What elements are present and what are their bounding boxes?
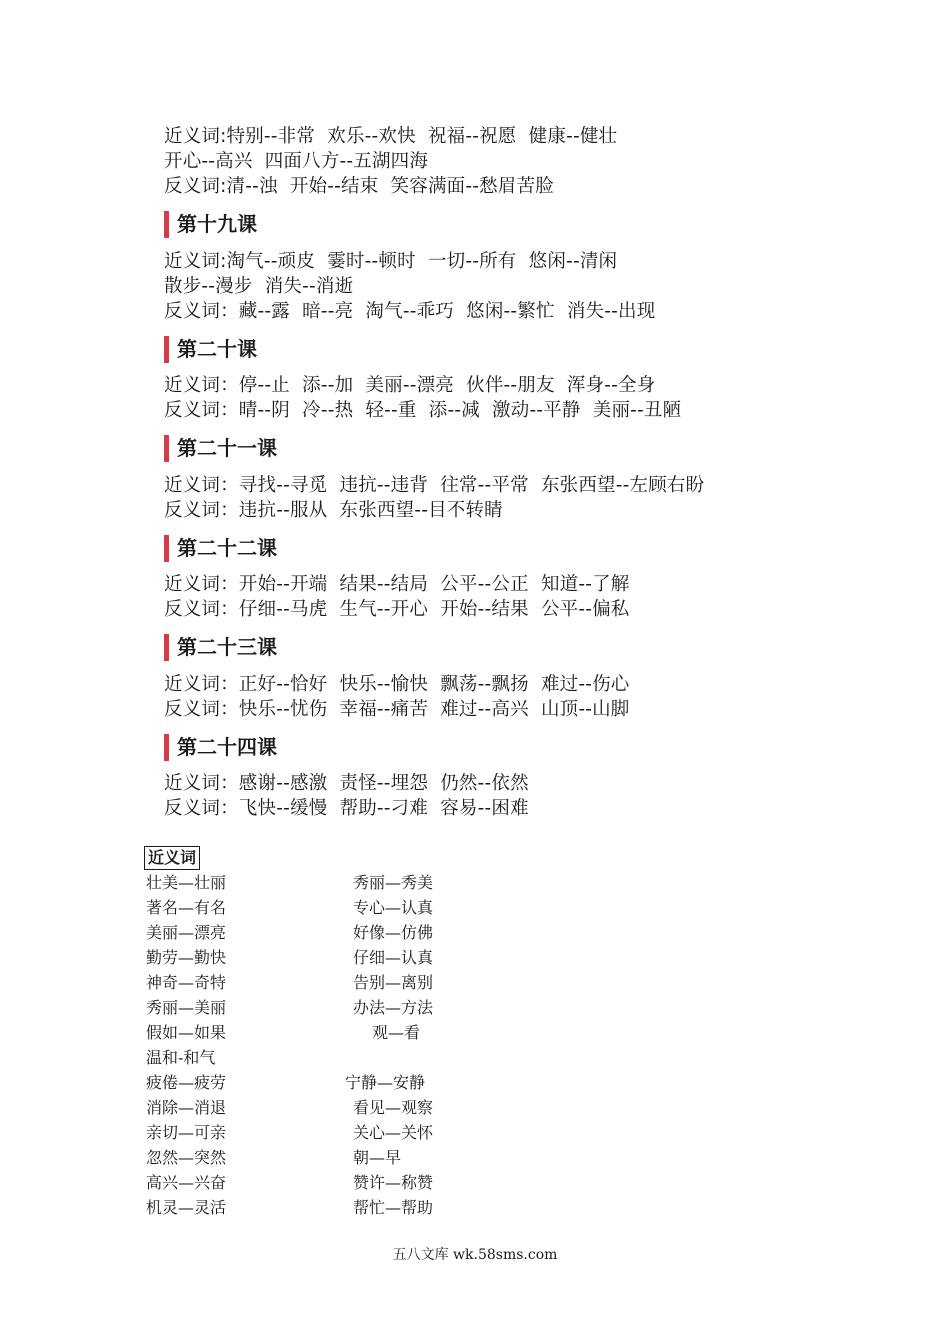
synonym-pair: 美丽—漂亮 bbox=[146, 923, 227, 942]
text-line: 散步--漫步 消失--消逝 bbox=[164, 276, 354, 297]
lesson-title: 第十九课 bbox=[177, 212, 257, 236]
lesson-title: 第二十四课 bbox=[177, 735, 277, 759]
synonym-pair: 关心—关怀 bbox=[353, 1123, 434, 1142]
synonym-pair: 秀丽—美丽 bbox=[146, 998, 227, 1017]
synonym-pair: 告别—离别 bbox=[353, 973, 434, 992]
text-line: 反义词：飞快--缓慢 帮助--刁难 容易--困难 bbox=[164, 798, 529, 819]
lesson-heading bbox=[164, 434, 277, 462]
heading-accent-bar bbox=[164, 535, 169, 562]
synonym-pair: 秀丽—秀美 bbox=[353, 873, 434, 892]
synonym-pair: 高兴—兴奋 bbox=[146, 1173, 227, 1192]
text-line: 反义词：违抗--服从 东张西望--目不转睛 bbox=[164, 500, 503, 521]
synonyms-box-title: 近义词 bbox=[144, 846, 200, 870]
heading-accent-bar bbox=[164, 211, 169, 238]
lesson-heading bbox=[164, 335, 257, 363]
synonym-pair: 神奇—奇特 bbox=[146, 973, 227, 992]
synonym-pair: 好像—仿佛 bbox=[353, 923, 434, 942]
lesson-heading bbox=[164, 733, 277, 761]
synonym-pair: 著名—有名 bbox=[146, 898, 227, 917]
text-line: 反义词：快乐--忧伤 幸福--痛苦 难过--高兴 山顶--山脚 bbox=[164, 699, 630, 720]
synonym-pair: 观—看 bbox=[372, 1023, 421, 1042]
synonym-pair: 专心—认真 bbox=[353, 898, 434, 917]
synonym-pair: 消除—消退 bbox=[146, 1098, 227, 1117]
text-line: 反义词：晴--阴 冷--热 轻--重 添--减 激动--平静 美丽--丑陋 bbox=[164, 400, 682, 421]
text-line: 近义词：正好--恰好 快乐--愉快 飘荡--飘扬 难过--伤心 bbox=[164, 674, 630, 695]
synonym-pair: 亲切—可亲 bbox=[146, 1123, 227, 1142]
text-line: 近义词：开始--开端 结果--结局 公平--公正 知道--了解 bbox=[164, 574, 630, 595]
text-line: 开心--高兴 四面八方--五湖四海 bbox=[164, 151, 429, 172]
text-line: 近义词:特别--非常 欢乐--欢快 祝福--祝愿 健康--健壮 bbox=[164, 126, 618, 147]
text-line: 反义词：仔细--马虎 生气--开心 开始--结果 公平--偏私 bbox=[164, 599, 630, 620]
lesson-title: 第二十二课 bbox=[177, 536, 277, 560]
synonym-pair: 朝—早 bbox=[353, 1148, 402, 1167]
text-line: 近义词：寻找--寻觅 违抗--违背 往常--平常 东张西望--左顾右盼 bbox=[164, 475, 705, 496]
heading-accent-bar bbox=[164, 336, 169, 363]
lesson-heading bbox=[164, 210, 257, 238]
synonym-pair: 看见—观察 bbox=[353, 1098, 434, 1117]
lesson-title: 第二十三课 bbox=[177, 635, 277, 659]
synonym-pair: 赞许—称赞 bbox=[353, 1173, 434, 1192]
lesson-heading bbox=[164, 534, 277, 562]
synonym-pair: 壮美—壮丽 bbox=[146, 873, 227, 892]
synonym-pair: 帮忙—帮助 bbox=[353, 1198, 434, 1217]
lesson-title: 第二十一课 bbox=[177, 436, 277, 460]
heading-accent-bar bbox=[164, 734, 169, 761]
heading-accent-bar bbox=[164, 435, 169, 462]
lesson-title: 第二十课 bbox=[177, 337, 257, 361]
synonym-pair: 疲倦—疲劳 bbox=[146, 1073, 227, 1092]
text-line: 近义词：感谢--感激 责怪--埋怨 仍然--依然 bbox=[164, 773, 529, 794]
synonym-pair: 温和-和气 bbox=[146, 1048, 216, 1067]
synonym-pair: 宁静—安静 bbox=[345, 1073, 426, 1092]
synonym-pair: 办法—方法 bbox=[353, 998, 434, 1017]
synonym-pair: 仔细—认真 bbox=[353, 948, 434, 967]
text-line: 反义词：藏--露 暗--亮 淘气--乖巧 悠闲--繁忙 消失--出现 bbox=[164, 301, 656, 322]
text-line: 近义词:淘气--顽皮 霎时--顿时 一切--所有 悠闲--清闲 bbox=[164, 251, 618, 272]
lesson-heading bbox=[164, 633, 277, 661]
synonym-pair: 机灵—灵活 bbox=[146, 1198, 227, 1217]
synonym-pair: 勤劳—勤快 bbox=[146, 948, 227, 967]
footer-watermark: 五八文库 wk.58sms.com bbox=[392, 1247, 558, 1263]
text-line: 近义词：停--止 添--加 美丽--漂亮 伙伴--朋友 浑身--全身 bbox=[164, 375, 656, 396]
synonym-pair: 假如—如果 bbox=[146, 1023, 227, 1042]
heading-accent-bar bbox=[164, 634, 169, 661]
text-line: 反义词:清--浊 开始--结束 笑容满面--愁眉苦脸 bbox=[164, 176, 554, 197]
synonym-pair: 忽然—突然 bbox=[146, 1148, 227, 1167]
